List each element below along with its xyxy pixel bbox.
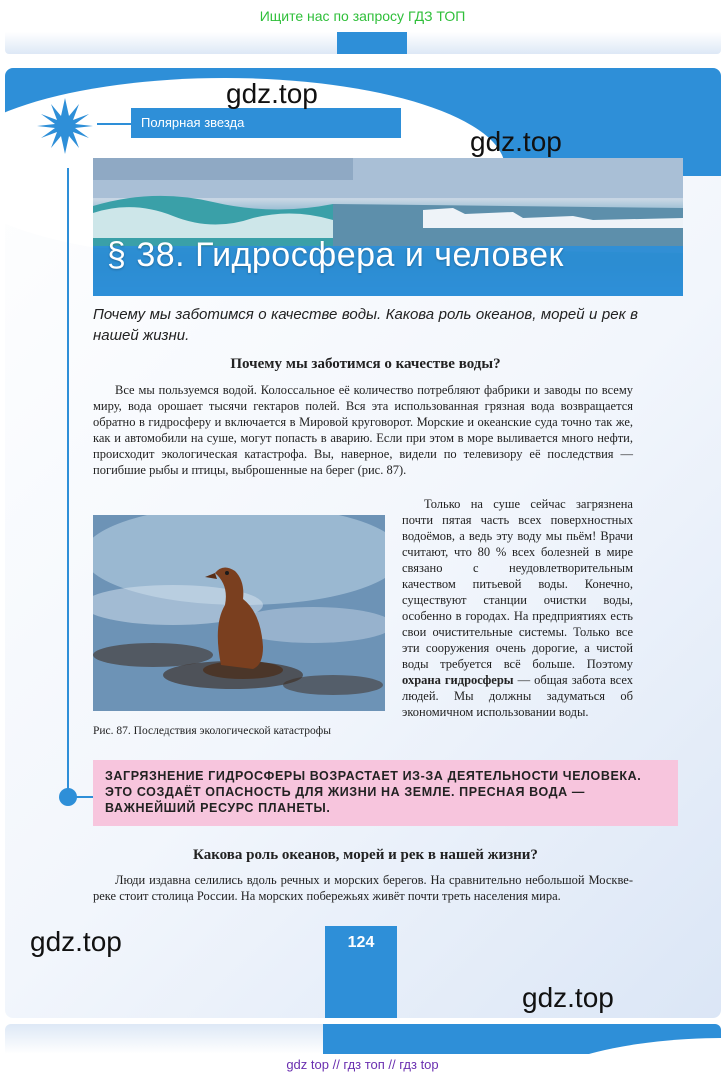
figure-87-photo: [93, 515, 385, 711]
banner-seascape-image: [93, 158, 683, 296]
intro-question: Почему мы заботимся о качестве воды. Какова роль океанов, морей и рек в нашей жизни.: [93, 306, 638, 344]
paragraph-1: Все мы пользуемся водой. Колоссальное её количество потребляют фабрики и заводы по всему миру, вода орошает тысячи гектаров полей. Вся эта использованная грязная вода возвращается обратно в гидросферу и включается в Мировой круговорот. Морские и океанские суда точно так же, как и автомобили на суше, могут попасть в аварию. Если при этом в море выливается много нефти, происходит экологическая катастрофа. Вы, наверное, видели по телевизору её последствия — погибшие рыбы и птицы, выброшенные на берег (рис. 87).: [93, 383, 633, 477]
section-heading-water-quality: Почему мы заботимся о качестве воды?: [230, 356, 501, 372]
paragraph-2: Только на суше сейчас загрязнена почти пятая часть всех поверхностных водоёмов, а ведь эту воду мы пьём! Врачи считают, что 80 % всех болезней в мире связано с неудовлетворительным качеством питьевой воды. Конечно, существуют станции очистки воды, особенно в городах. На предприятиях есть свои очистительные системы. Только все эти сооружения очень дорогие, а чистой воды требуется всё больше. Поэтому охрана гидросферы — общая забота всех людей. Мы должны задуматься об экономичном использовании воды.: [402, 497, 633, 719]
textbook-page: [5, 68, 721, 1018]
star-icon: [35, 96, 95, 156]
chapter-banner: [93, 158, 683, 296]
watermark: gdz.top: [522, 982, 614, 1013]
page-title: § 38. Гидросфера и человек: [107, 236, 564, 274]
rubric-label: Полярная звезда: [131, 108, 401, 138]
next-page-edge: [5, 1024, 721, 1054]
watermark: gdz.top: [226, 78, 318, 109]
watermark: gdz.top: [470, 126, 562, 157]
previous-page-edge: [5, 32, 721, 54]
side-decor-line: [67, 168, 69, 798]
side-decor-dot: [59, 788, 77, 806]
footer-links[interactable]: gdz top // гдз топ // гдз top: [286, 1057, 439, 1072]
page-number: 124: [325, 926, 397, 1018]
figure-caption: Рис. 87. Последствия экологической катастрофы: [93, 725, 331, 737]
paragraph-3: Люди издавна селились вдоль речных и морских берегов. На сравнительно небольшой Москве-реке стоит столица России. На морских побережьях живёт почти треть населения мира.: [93, 873, 633, 903]
section-heading-oceans-role: Какова роль океанов, морей и рек в нашей жизни?: [193, 847, 538, 863]
top-search-banner: Ищите нас по запросу ГДЗ ТОП: [259, 8, 466, 24]
term-hydrosphere-protection: охрана гидросферы: [402, 673, 514, 687]
key-idea-callout: ЗАГРЯЗНЕНИЕ ГИДРОСФЕРЫ ВОЗРАСТАЕТ ИЗ-ЗА ДЕЯТЕЛЬНОСТИ ЧЕЛОВЕКА. ЭТО СОЗДАЁТ ОПАСНОСТЬ ДЛЯ ЖИЗНИ НА ЗЕМЛЕ. ПРЕСНАЯ ВОДА — ВАЖНЕЙШИЙ РЕСУРС ПЛАНЕТЫ.: [93, 760, 678, 826]
watermark: gdz.top: [30, 926, 122, 957]
